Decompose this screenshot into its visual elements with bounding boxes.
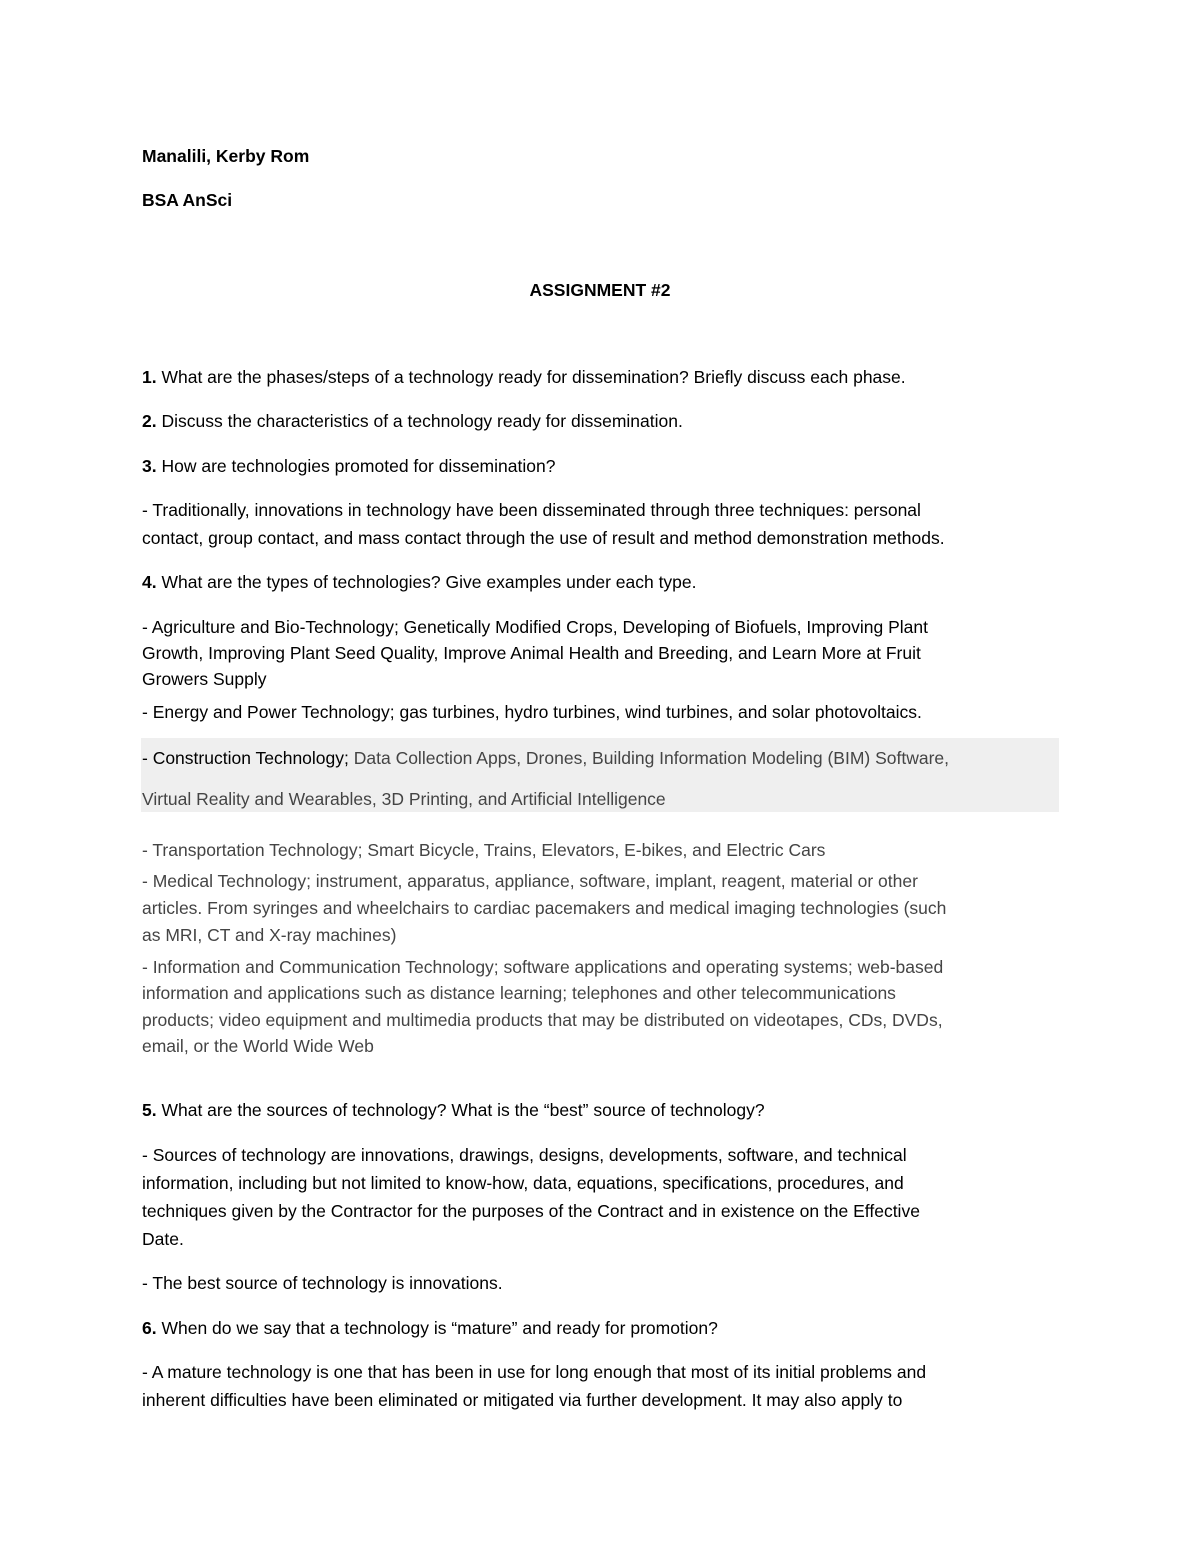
medical-line: - Medical Technology; instrument, apparatus, appliance, software, implant, reagent, material or other — [142, 871, 918, 891]
question-5 — [142, 1097, 765, 1123]
question-5-number: 5. — [142, 1100, 157, 1120]
medical-line: articles. From syringes and wheelchairs to cardiac pacemakers and medical imaging technologies (such — [142, 898, 947, 918]
question-2-text: Discuss the characteristics of a technology ready for dissemination. — [156, 411, 683, 431]
best-source-line: - The best source of technology is innovations. — [142, 1273, 503, 1293]
question-5-text: What are the sources of technology? What is the “best” source of technology? — [156, 1100, 765, 1120]
question-6 — [142, 1315, 718, 1341]
agriculture-line: Growth, Improving Plant Seed Quality, Improve Animal Health and Breeding, and Learn More at Fruit — [142, 643, 921, 663]
construction-line — [142, 745, 949, 771]
question-6-number: 6. — [142, 1318, 157, 1338]
question-3-text: How are technologies promoted for dissemination? — [156, 456, 556, 476]
construction-label: - Construction Technology; — [142, 748, 349, 768]
agriculture-line: Growers Supply — [142, 669, 267, 689]
document-title: ASSIGNMENT #2 — [529, 280, 671, 300]
question-4 — [142, 569, 697, 595]
question-1 — [142, 364, 906, 390]
construction-line: Virtual Reality and Wearables, 3D Printing, and Artificial Intelligence — [142, 789, 666, 809]
question-2 — [142, 408, 683, 434]
answer-3-line: contact, group contact, and mass contact through the use of result and method demonstration methods. — [142, 528, 945, 548]
ict-line: - Information and Communication Technology; software applications and operating systems; web-based — [142, 957, 944, 977]
transportation-line: - Transportation Technology; Smart Bicycle, Trains, Elevators, E-bikes, and Electric Cars — [142, 840, 826, 860]
energy-line: - Energy and Power Technology; gas turbines, hydro turbines, wind turbines, and solar photovoltaics. — [142, 702, 922, 722]
agriculture-line: - Agriculture and Bio-Technology; Genetically Modified Crops, Developing of Biofuels, Improving Plant — [142, 617, 928, 637]
medical-line: as MRI, CT and X-ray machines) — [142, 925, 397, 945]
question-3-number: 3. — [142, 456, 157, 476]
question-6-text: When do we say that a technology is “mature” and ready for promotion? — [156, 1318, 718, 1338]
ict-line: email, or the World Wide Web — [142, 1036, 374, 1056]
question-4-number: 4. — [142, 572, 157, 592]
answer-6-line: - A mature technology is one that has been in use for long enough that most of its initial problems and — [142, 1362, 927, 1382]
answer-3-line: - Traditionally, innovations in technology have been disseminated through three techniques: personal — [142, 500, 921, 520]
ict-line: information and applications such as distance learning; telephones and other telecommunications — [142, 983, 896, 1003]
course-label: BSA AnSci — [142, 190, 233, 210]
question-1-text: What are the phases/steps of a technology ready for dissemination? Briefly discuss each phase. — [156, 367, 906, 387]
construction-examples: Data Collection Apps, Drones, Building Information Modeling (BIM) Software, — [348, 748, 950, 768]
answer-5-line: techniques given by the Contractor for the purposes of the Contract and in existence on the Effective — [142, 1201, 920, 1221]
question-2-number: 2. — [142, 411, 157, 431]
answer-5-line: Date. — [142, 1229, 184, 1249]
question-1-number: 1. — [142, 367, 157, 387]
author-name: Manalili, Kerby Rom — [142, 146, 310, 166]
answer-6-line: inherent difficulties have been eliminated or mitigated via further development. It may also apply to — [142, 1390, 903, 1410]
ict-line: products; video equipment and multimedia products that may be distributed on videotapes, CDs, DVDs, — [142, 1010, 943, 1030]
answer-5-line: information, including but not limited to know-how, data, equations, specifications, procedures, and — [142, 1173, 904, 1193]
answer-5-line: - Sources of technology are innovations, drawings, designs, developments, software, and technical — [142, 1145, 907, 1165]
question-4-text: What are the types of technologies? Give examples under each type. — [156, 572, 697, 592]
question-3 — [142, 453, 555, 479]
